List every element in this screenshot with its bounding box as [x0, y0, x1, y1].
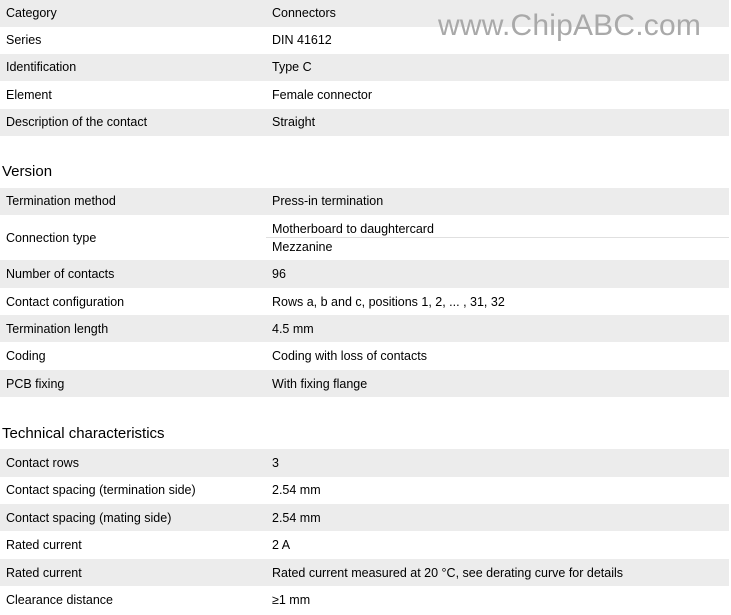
row-value: 3 — [272, 456, 279, 470]
table-row — [0, 188, 729, 215]
row-value: Female connector — [272, 88, 373, 102]
table-row — [0, 370, 729, 397]
row-value: Rows a, b and c, positions 1, 2, ... , 31, 32 — [272, 295, 505, 309]
row-label: Connection type — [6, 231, 97, 245]
row-label: Rated current — [6, 538, 82, 552]
row-value: Type C — [272, 60, 312, 74]
table-row — [0, 315, 729, 342]
row-value: Motherboard to daughtercard — [272, 222, 434, 236]
table-row — [0, 81, 729, 109]
row-value: Straight — [272, 115, 316, 129]
row-value-secondary: Mezzanine — [272, 240, 333, 254]
table-row — [0, 586, 729, 615]
row-label: Rated current — [6, 566, 82, 580]
table-row — [0, 260, 729, 288]
row-label: Coding — [6, 349, 46, 363]
row-value: Connectors — [272, 6, 336, 20]
row-label: Identification — [6, 60, 77, 74]
row-value: Coding with loss of contacts — [272, 349, 427, 363]
row-value: 2 A — [272, 538, 291, 552]
row-value: Rated current measured at 20 °C, see derating curve for details — [272, 566, 624, 580]
table-row — [0, 477, 729, 504]
table-row — [0, 109, 729, 136]
row-value: DIN 41612 — [272, 33, 332, 47]
table-row — [0, 342, 729, 370]
row-label: Termination length — [6, 322, 109, 336]
table-row — [0, 288, 729, 315]
row-label: Element — [6, 88, 52, 102]
row-value: 2.54 mm — [272, 511, 321, 525]
row-label: Contact spacing (mating side) — [6, 511, 172, 525]
row-label: Series — [6, 33, 42, 47]
row-label: Category — [6, 6, 57, 20]
row-label: PCB fixing — [6, 377, 65, 391]
row-label: Contact rows — [6, 456, 79, 470]
row-label: Clearance distance — [6, 593, 114, 607]
row-value: ≥1 mm — [272, 593, 311, 607]
table-row — [0, 215, 729, 260]
table-row — [0, 504, 729, 531]
row-label: Description of the contact — [6, 115, 148, 129]
table-row — [0, 531, 729, 559]
section-heading-version: Version — [2, 163, 53, 180]
row-label: Contact configuration — [6, 295, 125, 309]
row-value: Press-in termination — [272, 194, 384, 208]
row-value: With fixing flange — [272, 377, 368, 391]
row-value: 2.54 mm — [272, 483, 321, 497]
row-label: Number of contacts — [6, 267, 115, 281]
row-value: 4.5 mm — [272, 322, 314, 336]
table-row — [0, 54, 729, 81]
value-divider — [266, 237, 729, 238]
section-heading-technical: Technical characteristics — [2, 425, 165, 442]
table-row — [0, 559, 729, 586]
row-label: Contact spacing (termination side) — [6, 483, 196, 497]
watermark: www.ChipABC.com — [438, 9, 702, 42]
row-label: Termination method — [6, 194, 116, 208]
row-value: 96 — [272, 267, 286, 281]
table-row — [0, 449, 729, 477]
